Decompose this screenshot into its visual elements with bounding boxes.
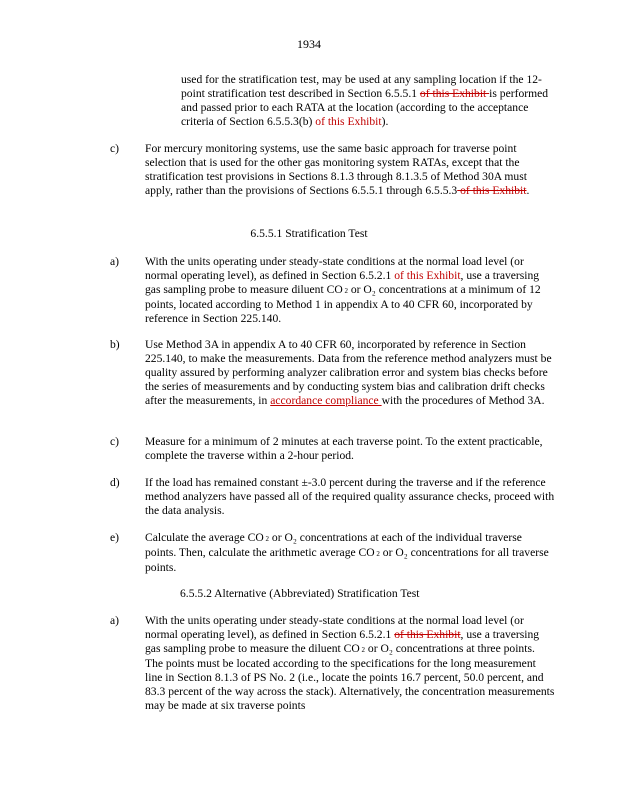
s1-b-text-2: with the procedures of Method 3A. xyxy=(381,394,545,407)
s1-a-subscript: 2 xyxy=(342,287,348,295)
intro-paragraph xyxy=(181,73,555,129)
s1-c-label: c) xyxy=(110,435,120,448)
para-c-label: c) xyxy=(110,142,120,155)
para-c-mercury xyxy=(145,142,555,198)
s1-b-text-1: Use Method 3A in appendix A to 40 CFR 60, incorporated by reference in Section 225.140, to make the measurements. Data from the reference method analyzers must be quality assured by performing analyzer calibration error and system bias checks before the series of measurements and by conducting system bias and calibration drift checks after the measurements, in xyxy=(145,338,552,407)
s1-para-e xyxy=(145,531,555,575)
s1-e-text-1: Calculate the average CO xyxy=(145,531,264,544)
section-heading-6551: 6.5.5.1 Stratification Test xyxy=(250,227,368,240)
s2-a-label: a) xyxy=(110,614,120,627)
s1-a-insertion: of this Exhibit xyxy=(394,269,461,282)
s1-para-c: Measure for a minimum of 2 minutes at each traverse point. To the extent practicable, complete the traverse within a 2-hour period. xyxy=(145,435,543,462)
s1-d-label: d) xyxy=(110,476,120,489)
intro-insertion: of this Exhibit xyxy=(315,115,382,128)
intro-text-2: is performed and passed prior to each RATA at the location (according to the acceptance criteria of Section 6.5.5.3(b) xyxy=(181,87,549,128)
intro-text-3: ). xyxy=(381,115,389,128)
intro-deletion: of this Exhibit xyxy=(419,87,490,100)
s1-para-a xyxy=(145,255,555,326)
s1-para-d: If the load has remained constant ±-3.0 percent during the traverse and if the reference method analyzers have passed all of the required quality assurance checks, proceed with the data analysis. xyxy=(145,476,555,517)
s1-a-text-3: or O₂ concentrations at a minimum of 12 points, located according to Method 1 in appendix A to 40 CFR 60, incorporated by reference in Section 225.140. xyxy=(145,283,541,325)
s2-a-text-2: , use a traversing gas sampling probe to measure the diluent CO xyxy=(145,628,540,655)
s1-e-subscript-1: 2 xyxy=(263,535,270,543)
s2-a-deletion: of this Exhibit xyxy=(394,628,461,641)
s1-e-subscript-2: 2 xyxy=(374,550,380,558)
para-c-text-2: . xyxy=(526,184,530,197)
page-number: 1934 xyxy=(297,37,321,51)
s2-a-text-1: With the units operating under steady-state conditions at the normal load level (or normal operating level), as defined in Section 6.5.2.1 xyxy=(145,614,524,641)
s1-para-b xyxy=(145,338,555,408)
s2-para-a xyxy=(145,614,555,713)
s1-a-text-2: , use a traversing gas sampling probe to measure diluent CO xyxy=(145,269,540,296)
s1-e-text-2: or O₂ concentrations at each of the individual traverse points. Then, calculate the arithmetic average CO xyxy=(145,531,522,559)
section-heading-6552: 6.5.5.2 Alternative (Abbreviated) Stratification Test xyxy=(180,587,420,600)
s1-e-text-3: or O₂ concentrations for all traverse points. xyxy=(145,546,549,574)
s2-a-text-3: or O₂ concentrations at three points. The points must be located according to the specifications for the long measurement line in Section 8.1.3 of PS No. 2 (i.e., locate the points 16.7 percent, 50.0 percent, and 83.3 percent of the way across the stack). Alternatively, the concentration measurements may be made at six traverse points xyxy=(145,642,555,712)
para-c-text-1: For mercury monitoring systems, use the same basic approach for traverse point selection that is used for the other gas monitoring system RATAs, except that the stratification test provisions in Sections 8.1.3 through 8.1.3.5 of Method 30A must apply, rather than the provisions of Sections 6.5.5.1 through 6.5.5.3 xyxy=(145,142,527,197)
para-c-deletion: of this Exhibit xyxy=(457,184,527,197)
s2-a-subscript: 2 xyxy=(359,646,366,654)
s1-b-label: b) xyxy=(110,338,120,351)
s1-e-label: e) xyxy=(110,531,120,544)
intro-text-1: used for the stratification test, may be used at any sampling location if the 12-point stratification test described in Section 6.5.5.1 xyxy=(181,73,542,100)
s1-a-label: a) xyxy=(110,255,120,268)
s1-a-text-1: With the units operating under steady-state conditions at the normal load level (or normal operating level), as defined in Section 6.5.2.1 xyxy=(145,255,524,282)
s1-b-insertion: accordance compliance xyxy=(270,394,382,407)
